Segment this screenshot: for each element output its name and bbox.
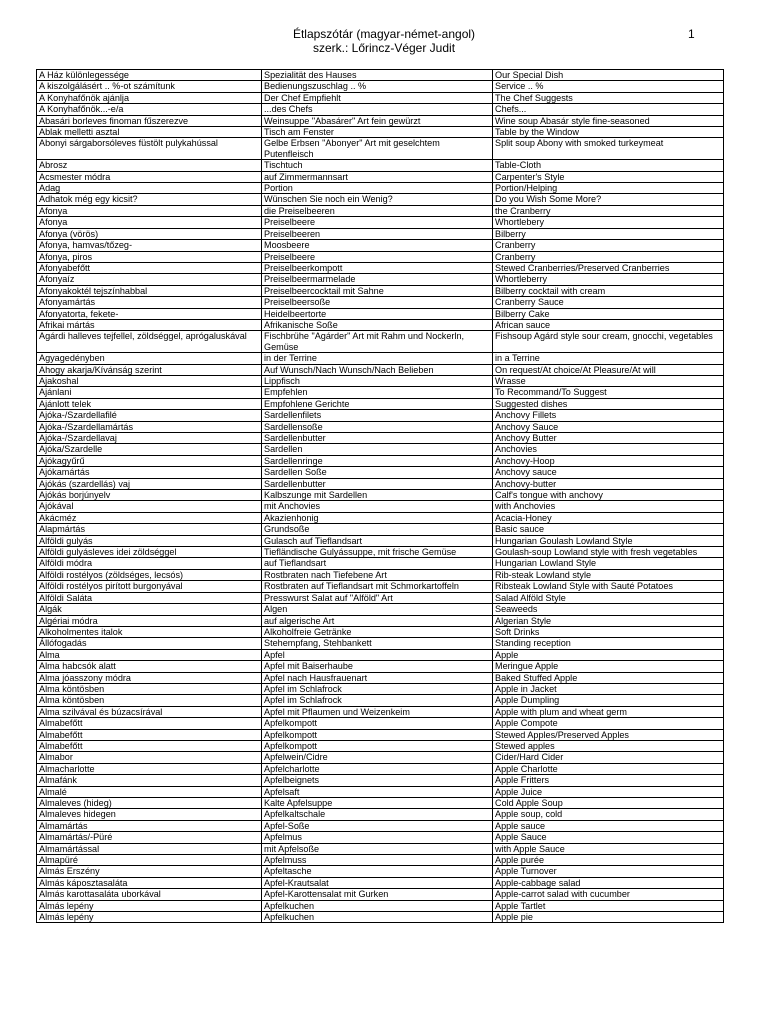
english-term: Standing reception (493, 638, 724, 649)
english-term: Suggested dishes (493, 398, 724, 409)
table-row (37, 398, 724, 409)
table-row (37, 251, 724, 262)
german-term: Bedienungszuschlag .. % (262, 81, 493, 92)
hungarian-term: Ajókás borjúnyelv (37, 490, 262, 501)
table-row (37, 127, 724, 138)
table-row (37, 547, 724, 558)
german-term: Akazienhonig (262, 512, 493, 523)
table-row (37, 217, 724, 228)
english-term: Apple Tartlet (493, 900, 724, 911)
dictionary-table (36, 69, 724, 923)
english-term: Apple Charlotte (493, 763, 724, 774)
hungarian-term: Almalé (37, 786, 262, 797)
hungarian-term: Almabefőtt (37, 729, 262, 740)
table-row (37, 889, 724, 900)
german-term: Apfel nach Hausfrauenart (262, 672, 493, 683)
german-term: Kalte Apfelsuppe (262, 798, 493, 809)
table-row (37, 478, 724, 489)
english-term: Bilberry (493, 228, 724, 239)
english-term: Apple (493, 649, 724, 660)
hungarian-term: Almabor (37, 752, 262, 763)
german-term: Fischbrühe "Agárder" Art mit Rahm und Nockerln, Gemüse (262, 331, 493, 353)
english-term: Hungarian Goulash Lowland Style (493, 535, 724, 546)
hungarian-term: Almapüré (37, 855, 262, 866)
hungarian-term: Afonya, piros (37, 251, 262, 262)
hungarian-term: Alma szilvával és búzacsírával (37, 706, 262, 717)
english-term: Cranberry Sauce (493, 297, 724, 308)
table-row (37, 104, 724, 115)
german-term: Apfel-Karottensalat mit Gurken (262, 889, 493, 900)
german-term: Apfelkaltschale (262, 809, 493, 820)
hungarian-term: Alföldi gulyásleves idei zöldséggel (37, 547, 262, 558)
hungarian-term: Almaleves hidegen (37, 809, 262, 820)
german-term: Sardellen (262, 444, 493, 455)
german-term: Weinsuppe "Abasárer" Art fein gewürzt (262, 115, 493, 126)
english-term: Anchovy-butter (493, 478, 724, 489)
table-row (37, 194, 724, 205)
english-term: Carpenter's Style (493, 171, 724, 182)
hungarian-term: Almamártás/-Püré (37, 832, 262, 843)
hungarian-term: Alma habcsók alatt (37, 661, 262, 672)
hungarian-term: Abrosz (37, 160, 262, 171)
hungarian-term: Almás lepény (37, 912, 262, 923)
hungarian-term: Alkoholmentes italok (37, 626, 262, 637)
table-row (37, 444, 724, 455)
english-term: Cold Apple Soup (493, 798, 724, 809)
hungarian-term: Alföldi gulyás (37, 535, 262, 546)
german-term: auf Tieflandsart (262, 558, 493, 569)
table-row (37, 240, 724, 251)
english-term: Calf's tongue with anchovy (493, 490, 724, 501)
hungarian-term: Algériai módra (37, 615, 262, 626)
english-term: Seaweeds (493, 604, 724, 615)
table-row (37, 490, 724, 501)
german-term: Heidelbeertorte (262, 308, 493, 319)
german-term: Preiselbeercocktail mit Sahne (262, 285, 493, 296)
table-row (37, 160, 724, 171)
english-term: Apple Sauce (493, 832, 724, 843)
hungarian-term: A Konyhafőnök...-e/a (37, 104, 262, 115)
table-row (37, 535, 724, 546)
german-term: Grundsoße (262, 524, 493, 535)
table-row (37, 228, 724, 239)
german-term: Apfelmus (262, 832, 493, 843)
english-term: Anchovy sauce (493, 467, 724, 478)
hungarian-term: Almás káposztasaláta (37, 877, 262, 888)
table-row (37, 798, 724, 809)
table-row (37, 638, 724, 649)
hungarian-term: Acsmester módra (37, 171, 262, 182)
hungarian-term: Alföldi rostélyos pirított burgonyával (37, 581, 262, 592)
english-term: Stewed Cranberries/Preserved Cranberries (493, 262, 724, 273)
table-row (37, 274, 724, 285)
german-term: in der Terrine (262, 353, 493, 364)
german-term: Preiselbeerkompott (262, 262, 493, 273)
german-term: Sardellenringe (262, 455, 493, 466)
german-term: Lippfisch (262, 375, 493, 386)
hungarian-term: Ahogy akarja/Kívánság szerint (37, 364, 262, 375)
english-term: Apple Juice (493, 786, 724, 797)
table-row (37, 569, 724, 580)
german-term: Tiefländische Gulyássuppe, mit frische Gemüse (262, 547, 493, 558)
german-term: Apfelwein/Cidre (262, 752, 493, 763)
table-row (37, 843, 724, 854)
table-row (37, 297, 724, 308)
table-row (37, 421, 724, 432)
hungarian-term: Ajánlani (37, 387, 262, 398)
hungarian-term: Ajókás (szardellás) vaj (37, 478, 262, 489)
hungarian-term: Afonya (37, 205, 262, 216)
hungarian-term: Agyagedényben (37, 353, 262, 364)
table-row (37, 364, 724, 375)
table-row (37, 649, 724, 660)
hungarian-term: Ajóka/Szardelle (37, 444, 262, 455)
english-term: Apple-cabbage salad (493, 877, 724, 888)
table-row (37, 81, 724, 92)
table-row (37, 718, 724, 729)
hungarian-term: Afrikai mártás (37, 319, 262, 330)
document-subtitle: szerk.: Lőrincz-Véger Judit (312, 41, 456, 55)
table-row (37, 809, 724, 820)
table-row (37, 171, 724, 182)
table-row (37, 672, 724, 683)
english-term: Anchovy Butter (493, 433, 724, 444)
german-term: Apfel im Schlafrock (262, 695, 493, 706)
german-term: Apfelsaft (262, 786, 493, 797)
german-term: Apfelkuchen (262, 900, 493, 911)
english-term: Rib-steak Lowland style (493, 569, 724, 580)
german-term: Apfelkompott (262, 740, 493, 751)
english-term: Chefs... (493, 104, 724, 115)
german-term: Presswurst Salat auf "Alföld" Art (262, 592, 493, 603)
english-term: with Apple Sauce (493, 843, 724, 854)
english-term: On request/At choice/At Pleasure/At will (493, 364, 724, 375)
english-term: Cider/Hard Cider (493, 752, 724, 763)
hungarian-term: Almacharlotte (37, 763, 262, 774)
hungarian-term: Abonyi sárgaborsóleves füstölt pulykahússal (37, 138, 262, 160)
table-row (37, 900, 724, 911)
english-term: Do you Wish Some More? (493, 194, 724, 205)
hungarian-term: Almás karottasaláta uborkával (37, 889, 262, 900)
german-term: auf Zimmermannsart (262, 171, 493, 182)
table-row (37, 592, 724, 603)
german-term: Gulasch auf Tieflandsart (262, 535, 493, 546)
english-term: with Anchovies (493, 501, 724, 512)
german-term: Preiselbeersoße (262, 297, 493, 308)
table-row (37, 695, 724, 706)
german-term: Afrikanische Soße (262, 319, 493, 330)
hungarian-term: Alapmártás (37, 524, 262, 535)
table-row (37, 581, 724, 592)
german-term: mit Anchovies (262, 501, 493, 512)
hungarian-term: Ajakoshal (37, 375, 262, 386)
hungarian-term: Adag (37, 183, 262, 194)
english-term: African sauce (493, 319, 724, 330)
german-term: Sardellenfilets (262, 410, 493, 421)
hungarian-term: Agárdi halleves tejfellel, zöldséggel, aprógaluskával (37, 331, 262, 353)
table-row (37, 183, 724, 194)
hungarian-term: Ajánlott telek (37, 398, 262, 409)
hungarian-term: Afonya (37, 217, 262, 228)
table-row (37, 661, 724, 672)
german-term: Apfel-Krautsalat (262, 877, 493, 888)
english-term: the Cranberry (493, 205, 724, 216)
hungarian-term: Alföldi módra (37, 558, 262, 569)
german-term: Tisch am Fenster (262, 127, 493, 138)
german-term: Sardellenbutter (262, 433, 493, 444)
english-term: Bilberry cocktail with cream (493, 285, 724, 296)
table-row (37, 285, 724, 296)
table-row (37, 331, 724, 353)
german-term: Apfel-Soße (262, 820, 493, 831)
table-row (37, 615, 724, 626)
table-row (37, 558, 724, 569)
hungarian-term: Almás Erszény (37, 866, 262, 877)
english-term: Anchovy-Hoop (493, 455, 724, 466)
english-term: Portion/Helping (493, 183, 724, 194)
english-term: Stewed Apples/Preserved Apples (493, 729, 724, 740)
german-term: Sardellenbutter (262, 478, 493, 489)
table-row (37, 92, 724, 103)
hungarian-term: Alföldi Saláta (37, 592, 262, 603)
english-term: Apple soup, cold (493, 809, 724, 820)
english-term: Algerian Style (493, 615, 724, 626)
german-term: Wünschen Sie noch ein Wenig? (262, 194, 493, 205)
table-row (37, 455, 724, 466)
english-term: Cranberry (493, 240, 724, 251)
german-term: Apfel mit Pflaumen und Weizenkeim (262, 706, 493, 717)
table-row (37, 866, 724, 877)
english-term: Whortlebery (493, 217, 724, 228)
english-term: Baked Stuffed Apple (493, 672, 724, 683)
german-term: Apfelbeignets (262, 775, 493, 786)
table-row (37, 512, 724, 523)
german-term: Apfel mit Baiserhaube (262, 661, 493, 672)
table-row (37, 308, 724, 319)
german-term: Auf Wunsch/Nach Wunsch/Nach Belieben (262, 364, 493, 375)
hungarian-term: Almabefőtt (37, 740, 262, 751)
table-row (37, 740, 724, 751)
table-row (37, 375, 724, 386)
german-term: Moosbeere (262, 240, 493, 251)
english-term: Split soup Abony with smoked turkeymeat (493, 138, 724, 160)
english-term: Wrasse (493, 375, 724, 386)
hungarian-term: Alma köntösben (37, 695, 262, 706)
table-row (37, 912, 724, 923)
german-term: Sardellensoße (262, 421, 493, 432)
hungarian-term: Alma köntösben (37, 683, 262, 694)
hungarian-term: Alma (37, 649, 262, 660)
table-row (37, 626, 724, 637)
german-term: auf algerische Art (262, 615, 493, 626)
hungarian-term: Ajóka-/Szardellavaj (37, 433, 262, 444)
hungarian-term: Ajókamártás (37, 467, 262, 478)
hungarian-term: Almamártás (37, 820, 262, 831)
hungarian-term: Adhatok még egy kicsit? (37, 194, 262, 205)
english-term: Apple Compote (493, 718, 724, 729)
hungarian-term: Almabefőtt (37, 718, 262, 729)
table-row (37, 855, 724, 866)
table-row (37, 433, 724, 444)
hungarian-term: Almafánk (37, 775, 262, 786)
table-row (37, 877, 724, 888)
english-term: Fishsoup Agárd style sour cream, gnocchi, vegetables (493, 331, 724, 353)
english-term: Ribsteak Lowland Style with Sauté Potatoes (493, 581, 724, 592)
hungarian-term: Abasári borleves finoman fűszerezve (37, 115, 262, 126)
german-term: Apfelkompott (262, 718, 493, 729)
table-row (37, 70, 724, 81)
german-term: die Preiselbeeren (262, 205, 493, 216)
german-term: Apfel (262, 649, 493, 660)
german-term: Preiselbeere (262, 217, 493, 228)
german-term: Apfelkompott (262, 729, 493, 740)
hungarian-term: A kiszolgálásért .. %-ot számítunk (37, 81, 262, 92)
german-term: Empfohlene Gerichte (262, 398, 493, 409)
german-term: Preiselbeeren (262, 228, 493, 239)
german-term: Apfel im Schlafrock (262, 683, 493, 694)
table-row (37, 138, 724, 160)
english-term: Stewed apples (493, 740, 724, 751)
hungarian-term: Ajókával (37, 501, 262, 512)
german-term: Apfelcharlotte (262, 763, 493, 774)
english-term: Apple Fritters (493, 775, 724, 786)
english-term: Apple pie (493, 912, 724, 923)
german-term: Spezialität des Hauses (262, 70, 493, 81)
english-term: To Recommand/To Suggest (493, 387, 724, 398)
german-term: Preiselbeere (262, 251, 493, 262)
hungarian-term: Ajóka-/Szardellafilé (37, 410, 262, 421)
hungarian-term: Ajókagyűrű (37, 455, 262, 466)
english-term: Basic sauce (493, 524, 724, 535)
table-row (37, 786, 724, 797)
german-term: Apfelkuchen (262, 912, 493, 923)
hungarian-term: Alföldi rostélyos (zöldséges, lecsós) (37, 569, 262, 580)
german-term: Tischtuch (262, 160, 493, 171)
english-term: Apple-carrot salad with cucumber (493, 889, 724, 900)
hungarian-term: Afonya (vörös) (37, 228, 262, 239)
hungarian-term: Afonya, hamvas/tőzeg- (37, 240, 262, 251)
german-term: Apfeltasche (262, 866, 493, 877)
german-term: ...des Chefs (262, 104, 493, 115)
english-term: in a Terrine (493, 353, 724, 364)
hungarian-term: A Ház különlegessége (37, 70, 262, 81)
hungarian-term: Alma jóasszony módra (37, 672, 262, 683)
hungarian-term: Ajóka-/Szardellamártás (37, 421, 262, 432)
english-term: Hungarian Lowland Style (493, 558, 724, 569)
table-row (37, 820, 724, 831)
hungarian-term: Afonyamártás (37, 297, 262, 308)
table-row (37, 683, 724, 694)
english-term: Acacia-Honey (493, 512, 724, 523)
english-term: Anchovies (493, 444, 724, 455)
english-term: Bilberry Cake (493, 308, 724, 319)
hungarian-term: Almaleves (hideg) (37, 798, 262, 809)
english-term: Goulash-soup Lowland style with fresh vegetables (493, 547, 724, 558)
german-term: Rostbraten nach Tiefebene Art (262, 569, 493, 580)
hungarian-term: Algák (37, 604, 262, 615)
english-term: Service .. % (493, 81, 724, 92)
table-row (37, 467, 724, 478)
hungarian-term: Almamártással (37, 843, 262, 854)
table-row (37, 524, 724, 535)
table-row (37, 262, 724, 273)
english-term: Table by the Window (493, 127, 724, 138)
table-row (37, 832, 724, 843)
table-row (37, 775, 724, 786)
table-row (37, 604, 724, 615)
german-term: Sardellen Soße (262, 467, 493, 478)
english-term: Soft Drinks (493, 626, 724, 637)
english-term: Apple Turnover (493, 866, 724, 877)
table-row (37, 501, 724, 512)
english-term: Whortleberry (493, 274, 724, 285)
english-term: Meringue Apple (493, 661, 724, 672)
german-term: Empfehlen (262, 387, 493, 398)
hungarian-term: A Konyhafőnök ajánlja (37, 92, 262, 103)
hungarian-term: Afonyatorta, fekete- (37, 308, 262, 319)
table-row (37, 729, 724, 740)
german-term: Gelbe Erbsen "Abonyer" Art mit geselchtem Putenfleisch (262, 138, 493, 160)
hungarian-term: Afonyakoktél tejszínhabbal (37, 285, 262, 296)
hungarian-term: Afonyaíz (37, 274, 262, 285)
english-term: Apple Dumpling (493, 695, 724, 706)
german-term: Der Chef Empfiehlt (262, 92, 493, 103)
german-term: Stehempfang, Stehbankett (262, 638, 493, 649)
english-term: Apple purée (493, 855, 724, 866)
german-term: Alkoholfreie Getränke (262, 626, 493, 637)
hungarian-term: Állófogadás (37, 638, 262, 649)
table-row (37, 115, 724, 126)
table-row (37, 205, 724, 216)
dictionary-table-body (37, 70, 724, 923)
english-term: Anchovy Sauce (493, 421, 724, 432)
table-row (37, 410, 724, 421)
hungarian-term: Almás lepény (37, 900, 262, 911)
document-title: Étlapszótár (magyar-német-angol) (292, 27, 476, 41)
hungarian-term: Afonyabefőtt (37, 262, 262, 273)
german-term: Rostbraten auf Tieflandsart mit Schmorkartoffeln (262, 581, 493, 592)
english-term: Cranberry (493, 251, 724, 262)
english-term: Apple with plum and wheat germ (493, 706, 724, 717)
english-term: Salad Alföld Style (493, 592, 724, 603)
table-row (37, 353, 724, 364)
german-term: mit Apfelsoße (262, 843, 493, 854)
table-row (37, 319, 724, 330)
english-term: The Chef Suggests (493, 92, 724, 103)
german-term: Apfelmuss (262, 855, 493, 866)
page-number: 1 (688, 27, 695, 41)
table-row (37, 706, 724, 717)
english-term: Table-Cloth (493, 160, 724, 171)
german-term: Preiselbeermarmelade (262, 274, 493, 285)
hungarian-term: Ablak melletti asztal (37, 127, 262, 138)
english-term: Apple sauce (493, 820, 724, 831)
german-term: Portion (262, 183, 493, 194)
german-term: Kalbszunge mit Sardellen (262, 490, 493, 501)
english-term: Our Special Dish (493, 70, 724, 81)
english-term: Anchovy Fillets (493, 410, 724, 421)
table-row (37, 763, 724, 774)
english-term: Apple in Jacket (493, 683, 724, 694)
table-row (37, 752, 724, 763)
table-row (37, 387, 724, 398)
english-term: Wine soup Abasár style fine-seasoned (493, 115, 724, 126)
hungarian-term: Akácméz (37, 512, 262, 523)
german-term: Algen (262, 604, 493, 615)
